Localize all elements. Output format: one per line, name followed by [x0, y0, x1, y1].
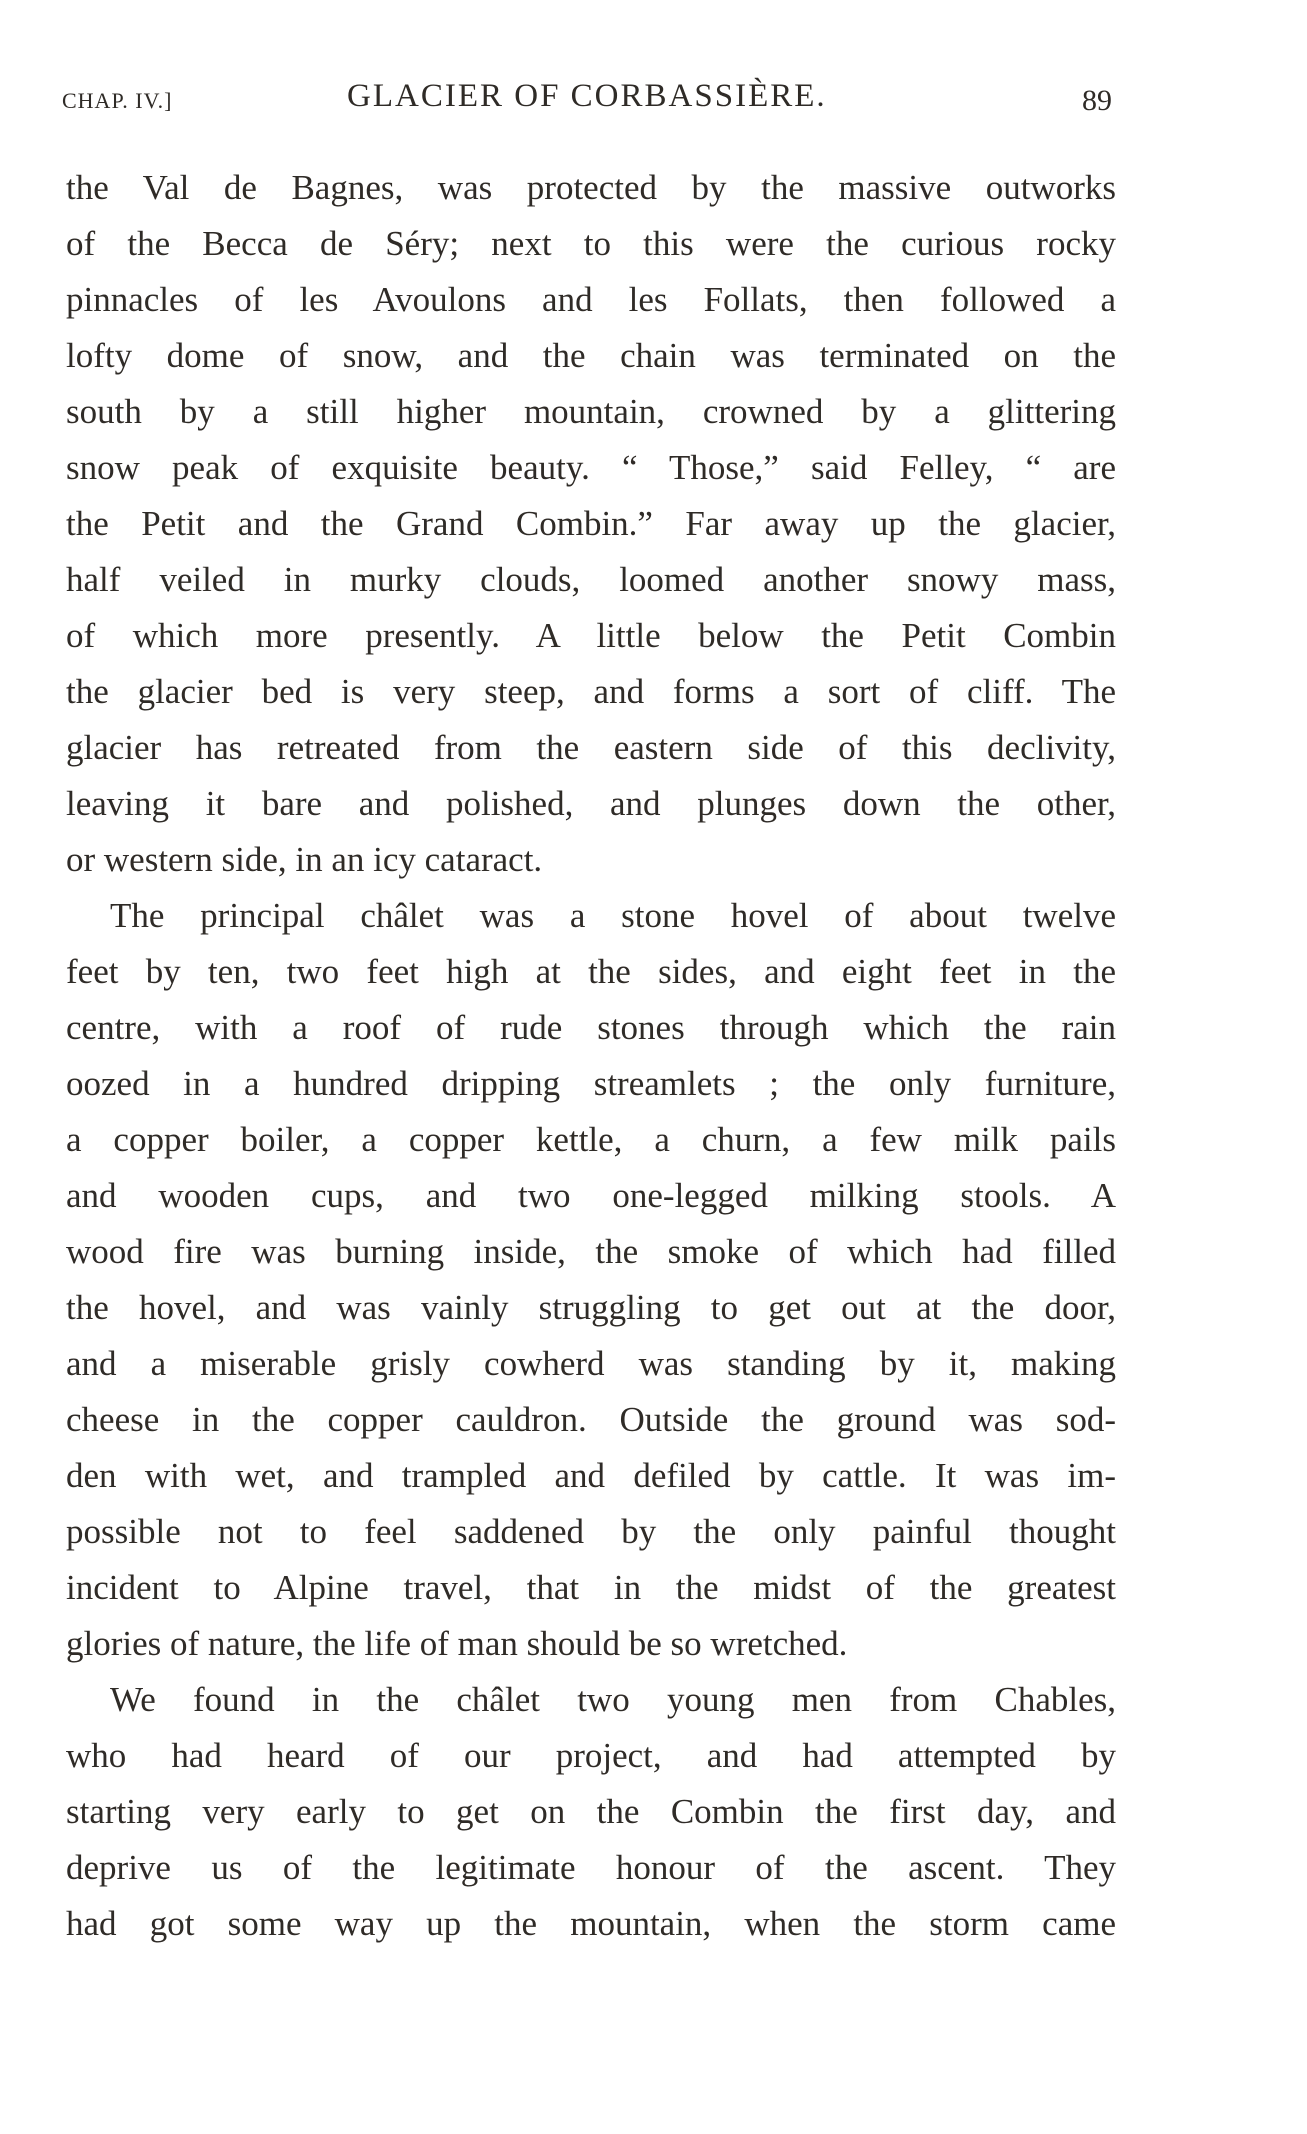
text-line: lofty dome of snow, and the chain was terminated on the [66, 336, 1116, 375]
text-line: the glacier bed is very steep, and forms a sort of cliff. The [66, 672, 1116, 711]
text-line: We found in the châlet two young men from Chables, [110, 1680, 1116, 1719]
text-line: centre, with a roof of rude stones through which the rain [66, 1008, 1116, 1047]
text-line: den with wet, and trampled and defiled by cattle. It was im- [66, 1456, 1116, 1495]
text-line: cheese in the copper cauldron. Outside the ground was sod- [66, 1400, 1116, 1439]
text-line: glories of nature, the life of man should be so wretched. [66, 1624, 848, 1663]
running-head [62, 78, 1112, 128]
page-title: GLACIER OF CORBASSIÈRE. [347, 78, 827, 114]
text-line: the hovel, and was vainly struggling to get out at the door, [66, 1288, 1116, 1327]
text-line: snow peak of exquisite beauty. “ Those,” said Felley, “ are [66, 448, 1116, 487]
text-line: of which more presently. A little below the Petit Combin [66, 616, 1116, 655]
body-text [66, 160, 1116, 1952]
text-line: half veiled in murky clouds, loomed another snowy mass, [66, 560, 1116, 599]
chapter-marker: CHAP. IV.] [62, 88, 173, 113]
text-line: starting very early to get on the Combin the first day, and [66, 1792, 1116, 1831]
text-line: and wooden cups, and two one-legged milking stools. A [66, 1176, 1116, 1215]
text-line: the Petit and the Grand Combin.” Far away up the glacier, [66, 504, 1116, 543]
text-line: the Val de Bagnes, was protected by the massive outworks [66, 168, 1116, 207]
text-line: had got some way up the mountain, when the storm came [66, 1904, 1116, 1943]
text-line: wood fire was burning inside, the smoke of which had filled [66, 1232, 1116, 1271]
text-line: leaving it bare and polished, and plunges down the other, [66, 784, 1116, 823]
text-line: pinnacles of les Avoulons and les Follats, then followed a [66, 280, 1116, 319]
text-line: oozed in a hundred dripping streamlets ; the only furniture, [66, 1064, 1116, 1103]
text-line: glacier has retreated from the eastern side of this declivity, [66, 728, 1116, 767]
text-line: possible not to feel saddened by the only painful thought [66, 1512, 1116, 1551]
text-line: or western side, in an icy cataract. [66, 840, 543, 879]
text-line: The principal châlet was a stone hovel of about twelve [110, 896, 1116, 935]
text-line: deprive us of the legitimate honour of the ascent. They [66, 1848, 1116, 1887]
text-line: south by a still higher mountain, crowned by a glittering [66, 392, 1116, 431]
text-line: and a miserable grisly cowherd was standing by it, making [66, 1344, 1116, 1383]
page-number: 89 [1082, 84, 1112, 117]
text-line: who had heard of our project, and had attempted by [66, 1736, 1116, 1775]
text-line: of the Becca de Séry; next to this were the curious rocky [66, 224, 1116, 263]
text-line: incident to Alpine travel, that in the midst of the greatest [66, 1568, 1116, 1607]
text-line: feet by ten, two feet high at the sides, and eight feet in the [66, 952, 1116, 991]
text-line: a copper boiler, a copper kettle, a churn, a few milk pails [66, 1120, 1116, 1159]
